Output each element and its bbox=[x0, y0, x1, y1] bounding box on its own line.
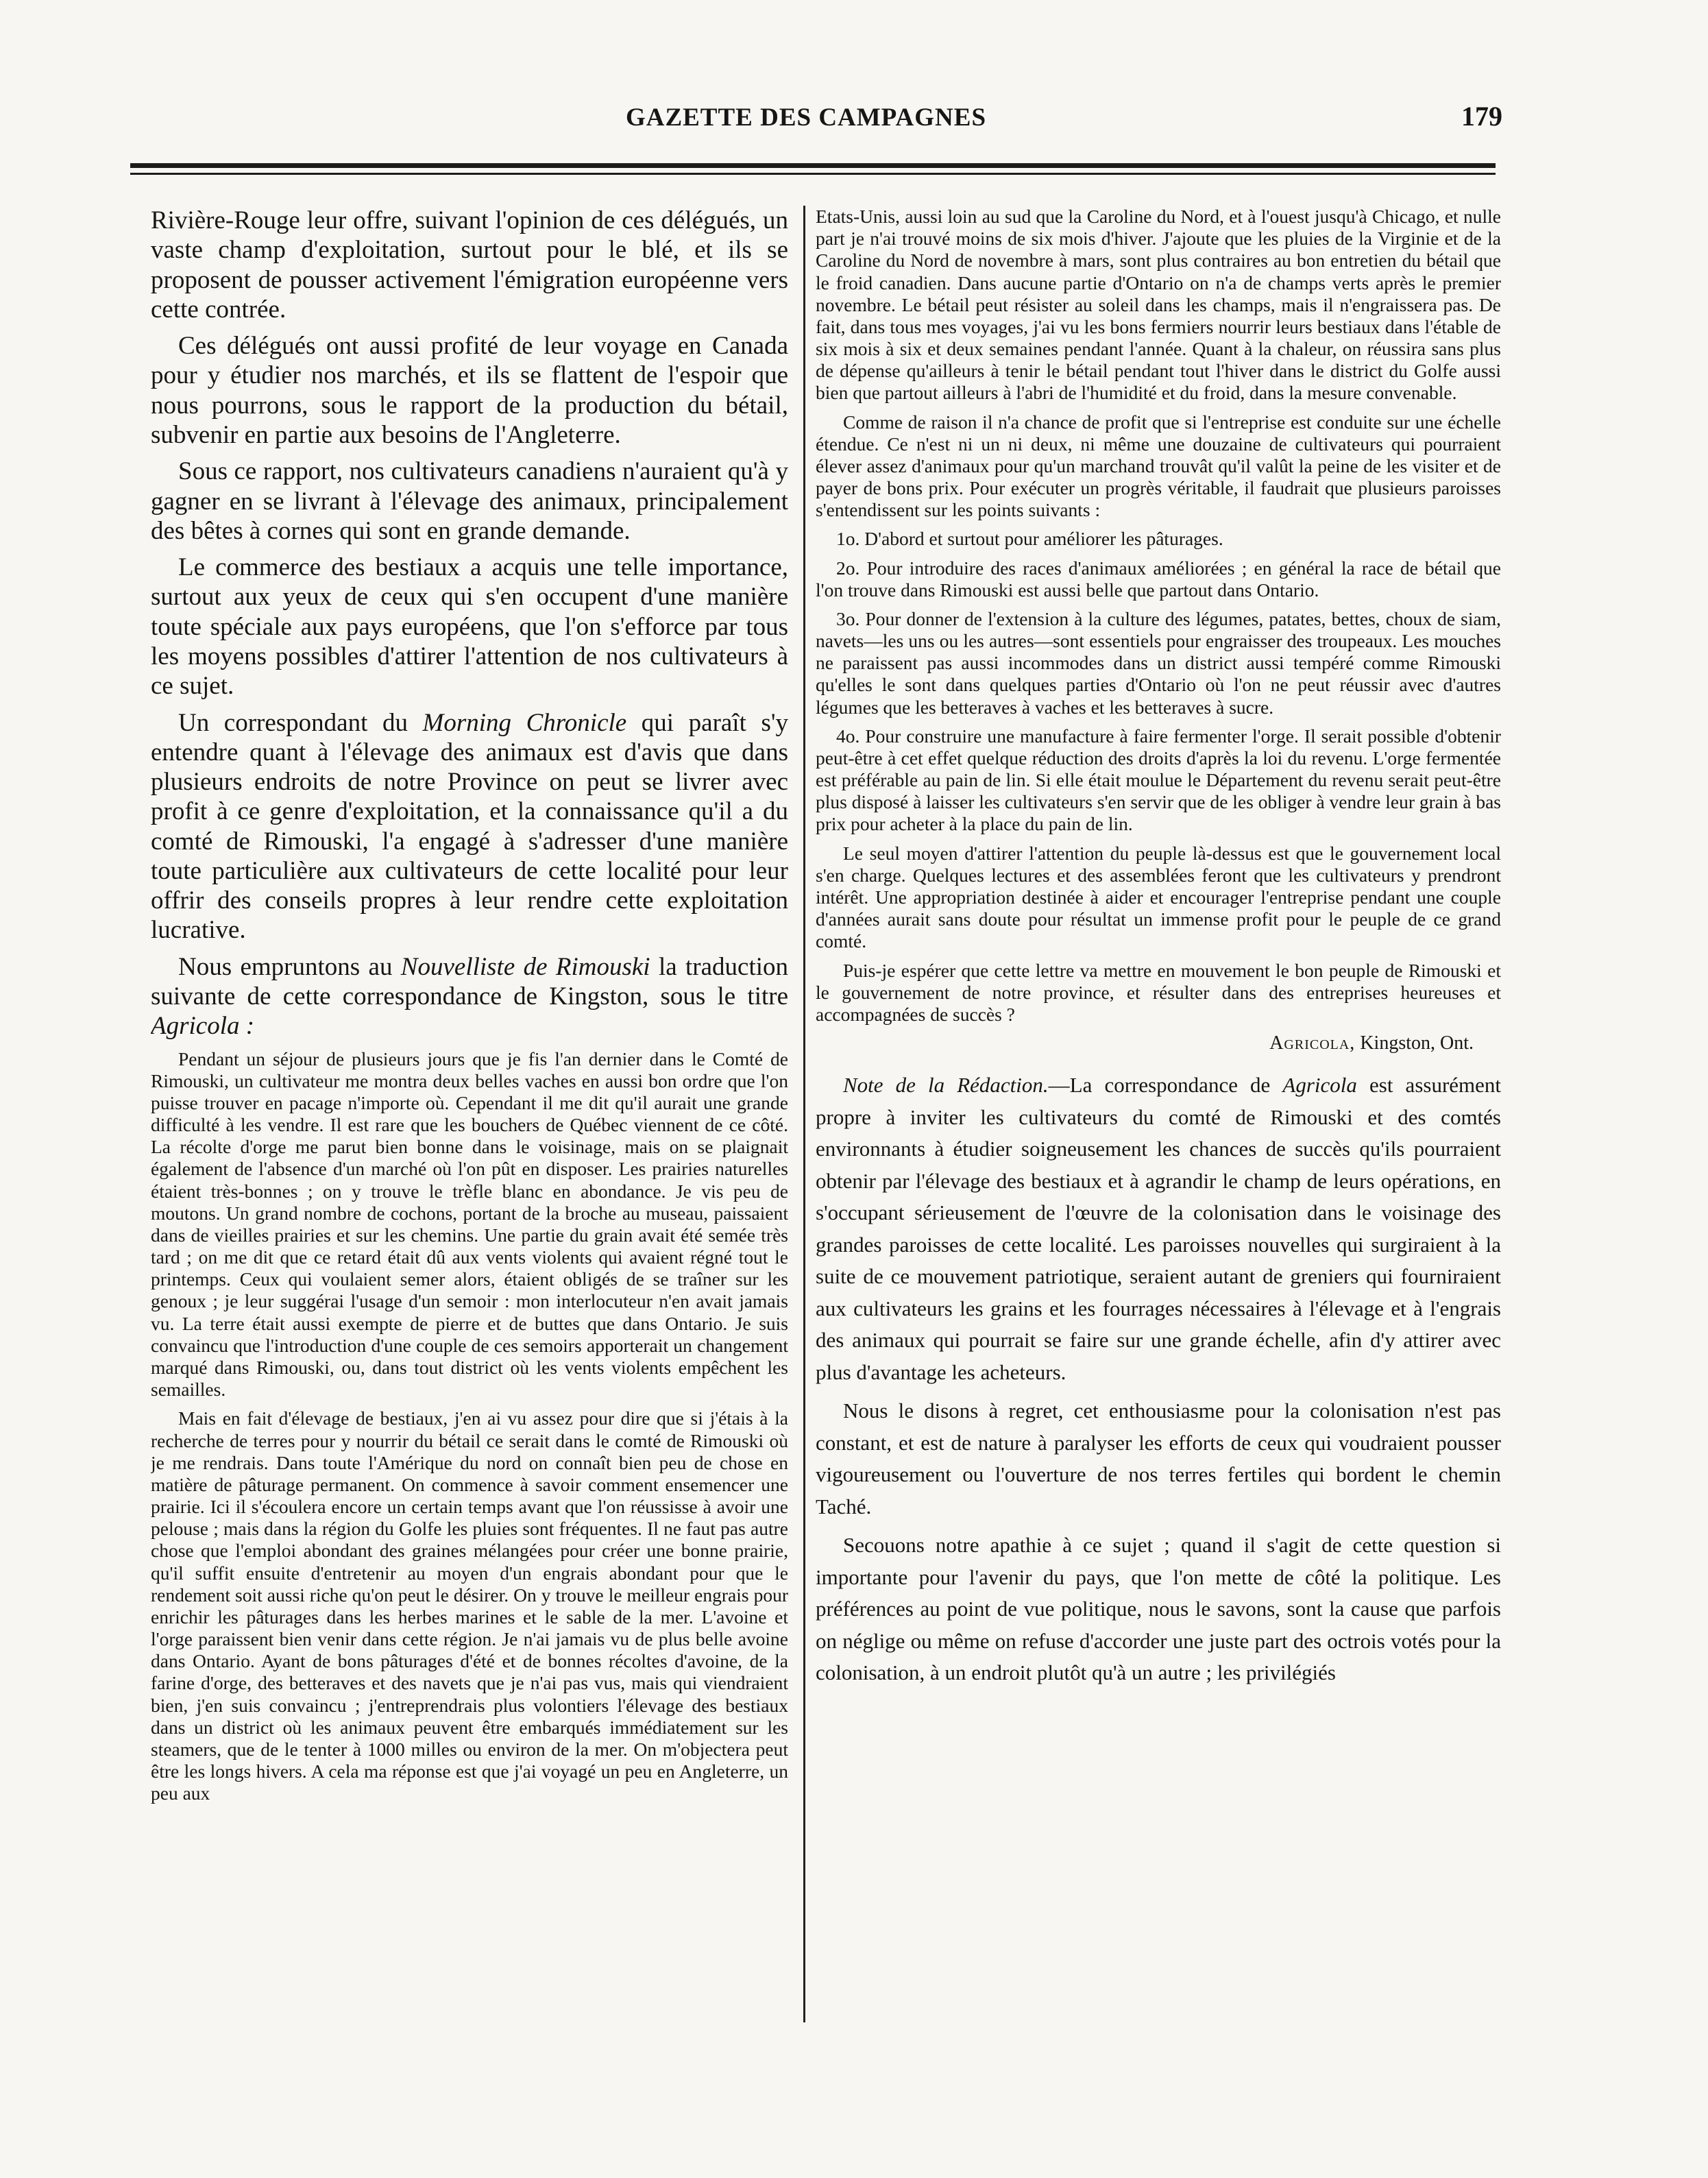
letter-paragraph: Comme de raison il n'a chance de profit que si l'entreprise est conduite sur une échelle étendue. Ce n'est ni un ni deux, ni même une douzaine de cultivateurs qui pourraient élever assez d'animaux pour qu'un marchand trouvât qu'il valût la peine de les visiter et de payer de bons prix. Pour exécuter un progrès véritable, il faudrait que plusieurs paroisses s'entendissent sur les points suivants : bbox=[816, 411, 1501, 521]
letter-title: Agricola : bbox=[151, 1012, 255, 1041]
page-number: 179 bbox=[1461, 101, 1502, 132]
article-paragraph: Le commerce des bestiaux a acquis une telle importance, surtout aux yeux de ceux qui s'en occupent d'une manière toute spéciale aux pays européens, que l'on s'efforce par tous les moyens possibles d'attirer l'attention de nos cultivateurs à ce sujet. bbox=[151, 553, 788, 701]
letter-paragraph: Etats-Unis, aussi loin au sud que la Caroline du Nord, et à l'ouest jusqu'à Chicago, et nulle part je n'ai trouvé moins de six mois d'hiver. J'ajoute que les pluies de la Virginie et de la Caroline du Nord de novembre à mars, sont plus contraires au bon entretien du bétail que le froid canadien. Dans aucune partie d'Ontario on n'a de champs verts après le premier novembre. Le bétail peut résister au soleil dans les champs, mais il n'engraissera pas. De fait, dans tous mes voyages, j'ai vu les bons fermiers nourrir leurs bestiaux dans l'étable de six mois à six et deux semaines pendant l'année. Quant à la chaleur, on réussira sans plus de dépense qu'ailleurs à tenir le bétail pendant tout l'hiver dans le district du Golfe aussi bien que partout ailleurs à l'abri de l'humidité et du froid, dans la mesure convenable. bbox=[816, 206, 1501, 404]
letter-paragraph: Pendant un séjour de plusieurs jours que je fis l'an dernier dans le Comté de Rimouski, un cultivateur me montra deux belles vaches en aussi bon ordre que l'on puisse trouver en pacage n'importe où. Cependant il me dit qu'il aurait une grande difficulté à les vendre. Il est rare que les bouchers de Québec viennent de ce côté. La récolte d'orge me parut bien bonne dans le voisinage, mais on se plaignait également de l'absence d'un marché où l'on pût en disposer. Les prairies naturelles étaient très-bonnes ; on y trouve le trèfle blanc en abondance. Je vis peu de moutons. Un grand nombre de cochons, portant de la broche au museau, paissaient dans de vieilles prairies et sur les chemins. Une partie du grain avait été semée très tard ; on me dit que ce retard était dû aux vents violents qui avaient régné tout le printemps. Ceux qui voulaient semer alors, étaient obligés de se traîner sur les genoux ; je leur suggérai l'usage d'un semoir : mon interlocuteur n'en avait jamais vu. La terre était aussi exempte de pierre et de buttes que dans Ontario. Je suis convaincu que l'introduction d'une couple de ces semoirs apporterait un changement marqué dans Rimouski, ou, dans tout district où les vents violents empêchent les semailles. bbox=[151, 1048, 788, 1401]
signature-name: Agricola, bbox=[1269, 1032, 1356, 1054]
editor-paragraph: Secouons notre apathie à ce sujet ; quand il s'agit de cette question si importante pour l'avenir du pays, que l'on mette de côté la politique. Les préférences au point de vue politique, nous le savons, sont la cause que parfois on néglige ou même on refuse d'accorder une juste part des octrois votés pour la colonisation, à un endroit plutôt qu'à un autre ; les privilégiés bbox=[816, 1533, 1501, 1685]
list-item: 2o. Pour introduire des races d'animaux améliorées ; en général la race de bétail que l'on trouve dans Rimouski est aussi belle que partout dans Ontario. bbox=[816, 557, 1501, 601]
article-paragraph bbox=[151, 708, 788, 945]
article-paragraph: Ces délégués ont aussi profité de leur voyage en Canada pour y étudier nos marchés, et ils se flattent de l'espoir que nous pourrons, sous le rapport de la production du bétail, subvenir en partie aux besoins de l'Angleterre. bbox=[151, 332, 788, 449]
text-run: —La correspondance de bbox=[1048, 1073, 1283, 1098]
header-rule-thick bbox=[130, 163, 1496, 168]
article-paragraph: Sous ce rapport, nos cultivateurs canadiens n'auraient qu'à y gagner en se livrant à l'élevage des animaux, principalement des bêtes à cornes qui sont en grande demande. bbox=[151, 457, 788, 545]
text-run: la traduction suivante de cette correspondance de Kingston, sous le titre bbox=[151, 952, 788, 1011]
editor-paragraph: Nous le disons à regret, cet enthousiasme pour la colonisation n'est pas constant, et est de nature à paralyser les efforts de ceux qui voudraient pousser vigoureusement ou l'ouverture de nos terres fertiles qui bordent le chemin Taché. bbox=[816, 1399, 1501, 1518]
numbered-list bbox=[816, 528, 1501, 835]
list-item: 4o. Pour construire une manufacture à faire fermenter l'orge. Il serait possible d'obtenir peut-être à cet effet quelque réduction des droits d'après la loi du revenu. L'orge fermentée est préférable au pain de lin. Si elle était moulue le Département du revenu serait peut-être plus disposé à laisser les cultivateurs s'en servir que de les obliger à vendre leur grain à bas prix pour acheter à la place du pain de lin. bbox=[816, 725, 1501, 835]
editor-note bbox=[816, 1069, 1501, 1388]
right-column bbox=[816, 206, 1501, 2016]
letter-signature bbox=[816, 1032, 1474, 1054]
text-run: Nous empruntons au bbox=[178, 952, 401, 981]
list-item: 3o. Pour donner de l'extension à la culture des légumes, patates, bettes, choux de siam, navets—les uns ou les autres—sont essentiels pour engraisser des troupeaux. Les mouches ne paraissent pas aussi incommodes dans un district aussi tempéré comme Rimouski qu'elles le sont dans quelques parties d'Ontario où l'on ne peut réussir avec d'autres légumes que les betteraves à vaches et les betteraves à sucre. bbox=[816, 607, 1501, 718]
article-paragraph bbox=[151, 952, 788, 1041]
pseudonym: Agricola bbox=[1282, 1073, 1357, 1098]
page-header-title: GAZETTE DES CAMPAGNES bbox=[625, 104, 987, 132]
letter-paragraph: Mais en fait d'élevage de bestiaux, j'en ai vu assez pour dire que si j'étais à la recherche de terres pour y nourrir du bétail ce serait dans le comté de Rimouski où je me rendrais. Dans toute l'Amérique du nord on connaît bien peu de chose en matière de pâturage permanent. On commence à savoir comment ensemencer une prairie. Ici il s'écoulera encore un certain temps avant que l'on réussisse à avoir une pelouse ; mais dans la région du Golfe les pluies sont fréquentes. Il ne faut pas autre chose que l'emploi abondant des graines mélangées pour créer une bonne prairie, qu'il suffit ensuite d'entretenir au moyen d'un engrais abondant pour que le rendement soit aussi riche qu'on peut le désirer. On y trouve le meilleur engrais pour enrichir les pâturages dans les herbes marines et le sable de la mer. L'avoine et l'orge paraissent bien venir dans cette région. Je n'ai jamais vu de plus belle avoine dans Ontario. Ayant de bons pâturages d'été et de bonnes récoltes d'avoine, de la farine d'orge, des betteraves et des navets que je n'ai pas vus, mais qui viendraient bien, j'en suis convaincu ; j'entreprendrais plus volontiers l'élevage des bestiaux dans un district où les animaux peuvent être embarqués immédiatement sur les steamers, que de le tenter à 1000 milles ou environ de la mer. On m'objectera peut être les longs hivers. A cela ma réponse est que j'ai voyagé un peu en Angleterre, un peu aux bbox=[151, 1407, 788, 1804]
article-paragraph: Rivière-Rouge leur offre, suivant l'opinion de ces délégués, un vaste champ d'exploitation, surtout pour le blé, et ils se proposent de pousser activement l'émigration européenne vers cette contrée. bbox=[151, 206, 788, 324]
newspaper-title: Morning Chronicle bbox=[422, 708, 627, 737]
text-run: Un correspondant du bbox=[178, 708, 423, 737]
column-divider bbox=[803, 206, 805, 2022]
letter-paragraph: Le seul moyen d'attirer l'attention du peuple là-dessus est que le gouvernement local s'en charge. Quelques lectures et des assemblées feront que les cultivateurs y prendront intérêt. Une appropriation destinée à aider et encourager l'entreprise pendant une couple d'années aurait sans doute pour résultat un immense profit pour le peuple de ce grand comté. bbox=[816, 842, 1501, 952]
left-column bbox=[151, 206, 788, 2016]
letter-paragraph: Puis-je espérer que cette lettre va mettre en mouvement le bon peuple de Rimouski et le gouvernement de notre province, et résulter dans des entreprises heureuses et accompagnées de succès ? bbox=[816, 959, 1501, 1025]
header-rule-thin bbox=[130, 173, 1496, 175]
text-run: qui paraît s'y entendre quant à l'élevage des animaux est d'avis que dans plusieurs endroits de notre Province on peut se livrer avec profit à ce genre d'exploitation, et la connaissance qu'il a du comté de Rimouski, l'a engagé à s'adresser d'une manière toute particulière aux cultivateurs de cette localité pour leur offrir des conseils propres à leur rendre cette exploitation lucrative. bbox=[151, 708, 788, 945]
newspaper-title: Nouvelliste de Rimouski bbox=[400, 952, 650, 981]
signature-place: Kingston, Ont. bbox=[1355, 1032, 1474, 1054]
text-run: est assurément propre à inviter les cultivateurs du comté de Rimouski et des comtés environnants à étudier soigneusement les chances de succès qu'ils pourraient obtenir par l'élevage des bestiaux et à agrandir le champ de leurs opérations, en s'occupant sérieusement de l'œuvre de la colonisation dans le voisinage des grandes paroisses de cette localité. Les paroisses nouvelles qui surgiraient à la suite de ce mouvement patriotique, seraient autant de greniers qui fourniraient aux cultivateurs les grains et les fourrages nécessaires à l'élevage et à l'engrais des animaux qui pourrait se faire sur une grande échelle, afin d'y attirer avec plus d'avantage les acheteurs. bbox=[816, 1073, 1501, 1384]
note-label: Note de la Rédaction. bbox=[843, 1073, 1049, 1098]
list-item: 1o. D'abord et surtout pour améliorer les pâturages. bbox=[836, 528, 1223, 550]
